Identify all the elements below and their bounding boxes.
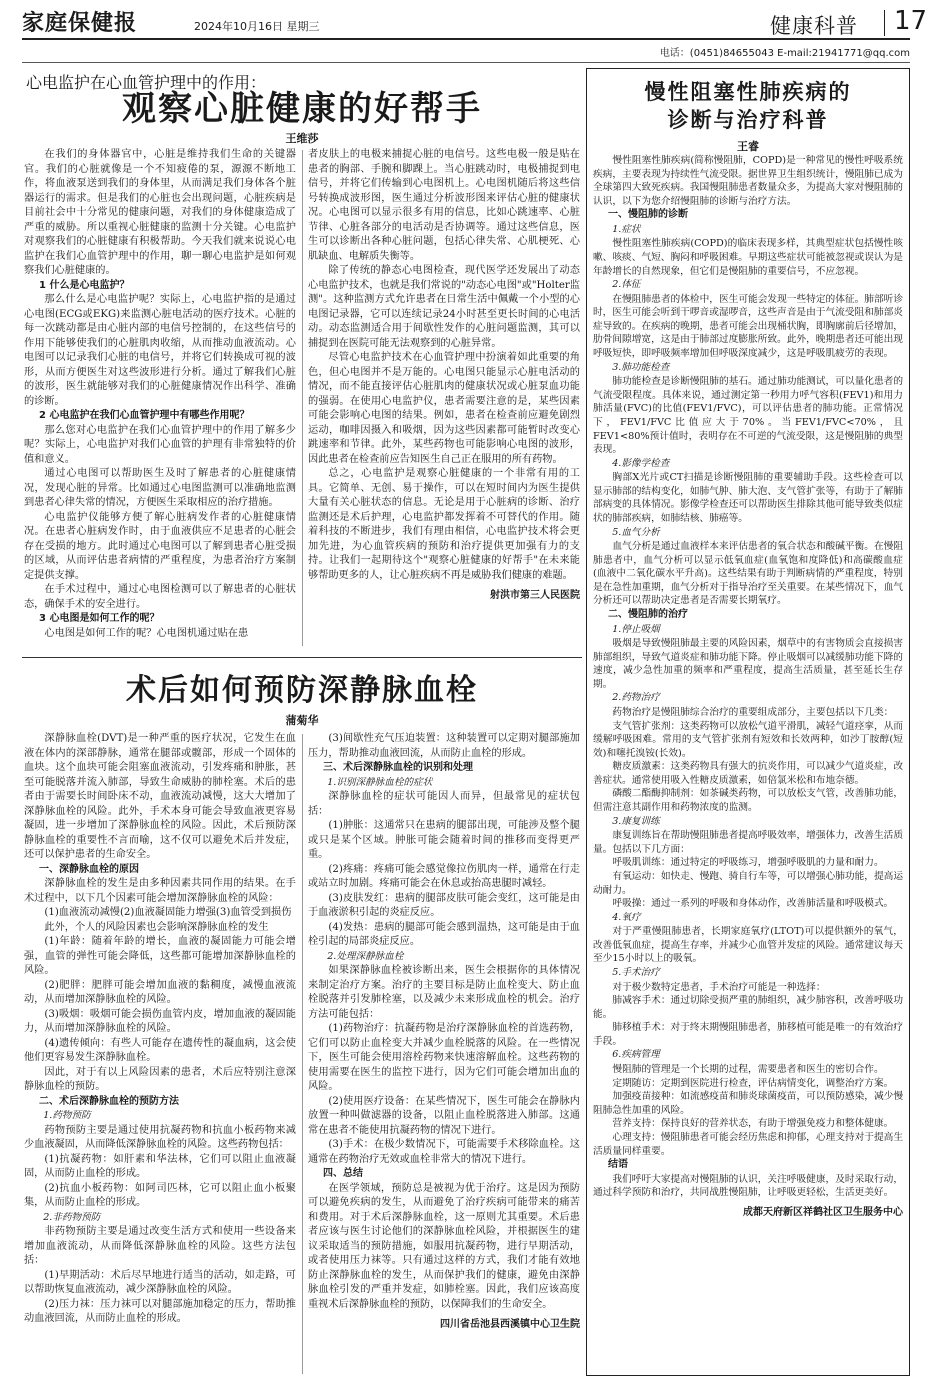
paragraph: 吸烟是导致慢阻肺最主要的风险因素，烟草中的有害物质会直接损害肺部组织，导致气道炎症和肺功能下降。停止吸烟可以减缓肺功能下降的速度，减少急性加重的频率和严重程度，提高生活质量，甚至延长生存期。 [593,638,903,690]
paragraph: 我们呼吁大家提高对慢阻肺的认识，关注呼吸健康，及时采取行动，通过科学预防和治疗，共同战胜慢阻肺，让呼吸更轻松，生活更美好。 [593,1173,903,1199]
section-heading: 结语 [608,1159,628,1171]
paragraph: 深静脉血栓(DVT)是一种严重的医疗状况，它发生在血液在体内的深部静脉，通常在腿部或髋部，形成一个固体的血块。这个血块可能会阻塞血液流动，引发疼痛和肿胀，甚至可能脱落并流入肺部，导致生命威胁的肺栓塞。术后的患者由于需要长时间卧床不动，血液流动减慢，这大大增加了深静脉血栓的风险。此外，手术本身可能会导致血液更容易凝固，进一步增加了深静脉血栓的风险。因此，术后预防深静脉血栓的重要性不言而喻，这不仅可以避免术后并发症，还可以保护患者的生命安全。 [24,733,296,860]
paragraph: 加强疫苗接种：如流感疫苗和肺炎球菌疫苗，可以预防感染，减少慢阻肺急性加重的风险。 [593,1091,903,1116]
paragraph: 慢阻肺的管理是一个长期的过程，需要患者和医生的密切合作。 [612,1063,884,1075]
paragraph: 血气分析是通过血液样本来评估患者的氧合状态和酸碱平衡。在慢阻肺患者中，血气分析可以显示低氧血症(血氧饱和度降低)和高碳酸血症(血液中二氧化碳水平升高)。这些结果有助于判断病情的严重程度，特别是在急性加重期，血气分析对于指导治疗至关重要。在某些情况下，血气分析还可以帮助决定患者是否需要长期氧疗。 [593,541,903,607]
paragraph: 除了传统的静态心电图检查，现代医学还发展出了动态心电监护技术，也就是我们常说的"动态心电图"或"Holter监测"。这种监测方式允许患者在日常生活中佩戴一个小型的心电图记录器，它可以连续记录24小时甚至更长时间的心电活动。动态监测适合用于间歇性发作的心脏问题监测，其可以捕捉到在医院可能无法观察到的心脏异常。 [308,265,580,349]
paragraph: 糖皮质激素：这类药物具有强大的抗炎作用，可以减少气道炎症，改善症状。通常使用吸入性糖皮质激素，如倍氯米松和布地奈德。 [593,761,903,786]
section-heading: 一、慢阻肺的诊断 [608,209,688,221]
subsection-heading: 1.停止吸烟 [612,623,660,635]
paragraph: 对于严重慢阻肺患者，长期家庭氧疗(LTOT)可以提供额外的氧气，改善低氧血症，提高生存率，并减少心血管并发症的风险。通常建议每天至少15小时以上的吸氧。 [593,926,903,965]
paragraph: 肺功能检查是诊断慢阻肺的基石。通过肺功能测试，可以量化患者的气流受限程度。具体来说，通过测定第一秒用力呼气容积(FEV1)和用力肺活量(FVC)的比值(FEV1/FVC)，可以评估患者的肺功能。正常情况下，FEV1/FVC比值应大于70%。当FEV1/FVC<70%，且FEV1<80%预计值时，表明存在不可逆的气流受限，这是慢阻肺的典型表现。 [593,376,903,456]
article3-author: 王睿 [737,140,759,153]
subsection-heading: 3.康复训练 [612,815,660,827]
paragraph: 磷酸二酯酶抑制剂：如茶碱类药物，可以放松支气管，改善肺功能，但需注意其副作用和药物浓度的监测。 [593,788,903,814]
paragraph: (4)遗传倾向：有些人可能存在遗传性的凝血病，这会使他们更容易发生深静脉血栓。 [24,1037,296,1063]
contact-line: 电话：(0451)84655043 E-mail:21941771@qq.com [22,44,910,63]
subsection-heading: 2.体征 [612,279,641,291]
author-affiliation: 成都天府新区祥鹤社区卫生服务中心 [743,1206,903,1218]
paragraph: 此外，个人的风险因素也会影响深静脉血栓的发生 [44,921,269,933]
section-heading: 1 什么是心电监护？ [39,279,130,291]
paragraph: 深静脉血栓的发生是由多种因素共同作用的结果。在手术过程中，以下几个因素可能会增加深静脉血栓的风险： [24,878,296,904]
article-separator [22,657,582,658]
subsection-heading: 3.肺功能检查 [612,361,670,373]
paragraph: 在慢阻肺患者的体检中，医生可能会发现一些特定的体征。肺部听诊时，医生可能会听到干啰音或湿啰音，这些声音是由于气流受阻和肺部炎症导致的。在疾病的晚期，患者可能会出现桶状胸，即胸廓前后径增加，肋骨间隙增宽，这是由于肺部过度膨胀所致。此外，晚期患者还可能出现呼吸短快，即呼吸频率增加但呼吸深度减少，这是呼吸肌疲劳的表现。 [593,293,903,360]
paragraph: 非药物预防主要是通过改变生活方式和使用一些设备来增加血液流动，从而降低深静脉血栓的风险。这些方法包括： [24,1226,296,1266]
author-affiliation: 射洪市第三人民医院 [490,590,580,601]
section-heading: 二、术后深静脉血栓的预防方法 [39,1095,179,1107]
paragraph: 总之，心电监护是观察心脏健康的一个非常有用的工具。它简单、无创、易于操作，可以在短时间内为医生提供大量有关心脏状态的信息。无论是用于心脏病的诊断、治疗监测还是术后护理，心电监护都发挥着不可替代的作用。随着科技的不断进步，我们有理由相信，心电监护技术将会更加先进，为心血管疾病的预防和治疗提供更加强有力的支持。让我们一起期待这个"观察心脏健康的好帮手"在未来能够帮助更多的人，让心脏疾病不再是威胁我们健康的难题。 [308,468,580,581]
article2-column-2 [308,732,580,1380]
paragraph: 药物治疗是慢阻肺综合治疗的重要组成部分，主要包括以下几类： [612,706,894,718]
subsection-heading: 6.疾病管理 [612,1049,660,1061]
paragraph: 呼吸肌训练：通过特定的呼吸练习，增强呼吸肌的力量和耐力。 [612,857,884,869]
subsection-heading: 1.症状 [612,223,641,235]
article1-title: 观察心脏健康的好帮手 [122,89,482,129]
paragraph: 在手术过程中，通过心电图检测可以了解患者的心脏状态，确保手术的安全进行。 [24,584,296,610]
paragraph: (3)间歇性充气压迫装置：这种装置可以定期对腿部施加压力，帮助推动血液回流，从而防止血栓的形成。 [308,733,580,759]
paragraph: (1)年龄：随着年龄的增长，血液的凝固能力可能会增强，血管的弹性可能会降低，这些都可能增加深静脉血栓的风险。 [24,936,296,976]
paragraph: 支气管扩张剂：这类药物可以放松气道平滑肌，减轻气道痉挛，从而缓解呼吸困难。常用的支气管扩张剂有短效和长效两种，如沙丁胺醇(短效)和噻托溴铵(长效)。 [593,720,903,759]
subsection-heading: 2.药物治疗 [612,692,660,704]
article1-author: 王维莎 [285,132,319,145]
paragraph: (1)药物治疗：抗凝药物是治疗深静脉血栓的首选药物，它们可以防止血栓变大并减少血栓脱落的风险。在一些情况下，医生可能会使用溶栓药物来快速溶解血栓。这些药物的使用需要在医生的监控下进行，因为它们可能会增加出血的风险。 [308,1023,580,1092]
subsection-heading: 2.非药物预防 [43,1211,101,1223]
paragraph: 者皮肤上的电极来捕捉心脏的电信号。这些电极一般是贴在患者的胸部、手腕和脚踝上。当心脏跳动时，电极捕捉到电信号，并将它们传输到心电图机上。心电图机随后将这些信号转换成波形图，医生通过分析波形图来评估心脏的健康状况。心电图可以显示很多有用的信息，比如心跳速率、心脏节律、心脏各部分的电活动是否协调等。通过这些信息，医生可以诊断出各种心脏问题，包括心律失常、心肌梗死、心肌缺血、电解质失衡等。 [308,149,580,262]
paragraph: (1)血液流动减慢(2)血液凝固能力增强(3)血管受到损伤 [44,907,292,918]
paragraph: 有氧运动：如快走、慢跑、骑自行车等，可以增强心肺功能，提高运动耐力。 [593,870,903,896]
paragraph: (1)早期活动：术后尽早地进行适当的活动，如走路，可以帮助恢复血液流动，减少深静脉血栓的风险。 [24,1269,296,1295]
article3-title-line2: 诊断与治疗科普 [667,107,829,132]
author-affiliation: 四川省岳池县西溪镇中心卫生院 [440,1319,580,1330]
paragraph: 那么您对心电监护在我们心血管护理中的作用了解多少呢？实际上，心电监护对我们心血管的护理有非常独特的价值和意义。 [24,424,296,465]
paragraph: 慢性阻塞性肺疾病(COPD)的临床表现多样，其典型症状包括慢性咳嗽、咳痰、气短、胸闷和呼吸困难。早期这些症状可能被忽视或误认为是年龄增长的自然现象，但它们是慢阻肺的重要信号，不应忽视。 [593,238,903,277]
article1-column-1 [24,148,296,648]
paragraph: 对于极少数特定患者，手术治疗可能是一种选择： [612,981,826,993]
paragraph: 尽管心电监护技术在心血管护理中扮演着如此重要的角色，但心电图并不是万能的。心电图只能显示心脏电活动的情况，而不能直接评估心脏肌肉的健康状况或心脏泵血功能的强弱。在使用心电监护仪，患者需要注意的是，某些因素可能会影响心电图的结果。例如，患者在检查前应避免剧烈运动，咖啡因摄入和吸烟，因为这些因素都可能暂时改变心跳速率和节律。此外，某些药物也可能影响心电图的波形，因此患者在检查前应告知医生自己正在服用的所有药物。 [308,352,580,465]
paragraph: 定期随访：定期到医院进行检查，评估病情变化，调整治疗方案。 [612,1077,894,1089]
paragraph: (3)吸烟：吸烟可能会损伤血管内皮，增加血液的凝固能力，从而增加深静脉血栓的风险。 [24,1008,296,1034]
newspaper-name: 家庭保健报 [22,11,138,36]
article1-kicker: 心电监护在心血管护理中的作用： [26,73,267,92]
article2-author: 蒲菊华 [285,714,319,727]
section-name: 健康科普 [770,14,858,38]
subsection-heading: 5.手术治疗 [612,967,660,978]
subsection-heading: 5.血气分析 [612,526,660,538]
paragraph: 肺移植手术：对于终末期慢阻肺患者，肺移植可能是唯一的有效治疗手段。 [593,1022,903,1047]
paragraph: (2)疼痛：疼痛可能会感觉像拉伤肌肉一样，通常在行走或站立时加剧。疼痛可能会在休息或抬高患腿时减轻。 [308,863,580,889]
paragraph: 通过心电图可以帮助医生及时了解患者的心脏健康情况，发现心脏的异常。比如通过心电图监测可以准确地监测到患者心律失常的情况，方便医生采取相应的治疗措施。 [24,468,296,508]
column-divider [302,150,303,646]
article2-title: 术后如何预防深静脉血栓 [126,673,478,708]
paragraph: 在我们的身体器官中，心脏是维持我们生命的关键器官。我们的心脏就像是一个不知疲倦的泵，源源不断地工作，将血液泵送到我们的身体里，从而满足我们身体各个脏器运行的需求。但是我们的心脏也会出现问题，心脏疾病是目前社会中十分常见的健康问题，对我们的身体健康造成了严重的威胁。所以重视心脏健康的监测十分关键。心电监护对观察我们的心脏健康有积极帮助。今天我们就来说说心电监护在我们心血管护理中的作用，聊一聊心电监护是如何观察我们心脏健康的。 [24,149,296,276]
masthead-divider [884,10,885,36]
section-heading: 三、术后深静脉血栓的识别和处理 [323,762,473,773]
paragraph: 那么什么是心电监护呢？实际上，心电监护指的是通过心电图(ECG或EKG)来监测心脏电活动的医疗技术。心脏的每一次跳动都是由心脏内部的电信号控制的，在这些信号的作用下能够使我们的心脏肌肉收缩，从而推动血液流动。心电图可以记录我们心脏的电信号，并将它们转换成可视的波形，从而方便医生对这些波形进行分析。通过了解我们心脏的波形，医生就能够对我们的心脏健康情况作出科学、准确的诊断。 [24,294,296,407]
paragraph: (2)压力袜：压力袜可以对腿部施加稳定的压力，帮助推动血液回流，从而防止血栓的形成。 [24,1298,296,1324]
paragraph: 在医学领域，预防总是被视为优于治疗。这是因为预防可以避免疾病的发生，从而避免了治疗疾病可能带来的痛苦和费用。对于术后深静脉血栓，这一原则尤其重要。术后患者应该与医生讨论他们的深静脉血栓风险，并根据医生的建议采取适当的预防措施，如服用抗凝药物，进行早期活动，或者使用压力袜等。只有通过这样的方式，我们才能有效地防止深静脉血栓的发生，从而保护我们的健康，避免由深静脉血栓引发的严重并发症，如肺栓塞。因此，我们应该高度重视术后深静脉血栓的预防，以保障我们的生命安全。 [308,1182,580,1310]
masthead [22,6,928,40]
paragraph: (4)发热：患病的腿部可能会感到温热，这可能是由于血栓引起的局部炎症反应。 [308,921,580,947]
paragraph: 心理支持：慢阻肺患者可能会经历焦虑和抑郁，心理支持对于提高生活质量同样重要。 [593,1131,903,1157]
section-heading: 3 心电图是如何工作的呢？ [39,613,160,624]
section-heading: 一、深静脉血栓的原因 [39,863,139,875]
paragraph: 肺减容手术：通过切除受损严重的肺组织，减少肺容积，改善呼吸功能。 [593,995,903,1020]
paragraph: 因此，对于有以上风险因素的患者，术后应特别注意深静脉血栓的预防。 [24,1066,296,1092]
paragraph: (1)抗凝药物：如肝素和华法林，它们可以阻止血液凝固，从而防止血栓的形成。 [24,1153,296,1179]
issue-date: 2024年10月16日 星期三 [194,20,320,33]
article2-column-1 [24,732,296,1378]
paragraph: 如果深静脉血栓被诊断出来，医生会根据你的具体情况来制定治疗方案。治疗的主要目标是防止血栓变大、防止血栓脱落并引发肺栓塞，以及减少未来形成血栓的机会。治疗方法可能包括： [308,965,580,1020]
article3-body [593,154,903,1372]
article1-column-2 [308,148,580,653]
paragraph: 胸部X光片或CT扫描是诊断慢阻肺的重要辅助手段。这些检查可以显示肺部的结构变化，如肺气肿、肺大泡、支气管扩张等，有助于了解肺部病变的具体情况。影像学检查还可以帮助医生排除其他可能导致类似症状的肺部疾病，如肺结核、肺癌等。 [593,472,903,524]
paragraph: 心电监护仪能够方便了解心脏病发作者的心脏健康情况。在患者心脏病发作时，由于血液供应不足患者的心脏会存在受损的地方。此时通过心电图可以了解到患者心脏受损的区域，从而评估患者病情的严重程度，为患者治疗方案制定提供支撑。 [24,511,296,581]
paragraph: (1)肿胀：这通常只在患病的腿部出现，可能涉及整个腿或只是某个区域。肿胀可能会随着时间的推移而变得更严重。 [308,820,580,860]
paragraph: 深静脉血栓的症状可能因人而异，但最常见的症状包括： [308,791,580,817]
article3-title-line1: 慢性阻塞性肺疾病的 [644,79,852,104]
subsection-heading: 1.识别深静脉血栓的症状 [327,776,433,788]
paragraph: (3)手术：在极少数情况下，可能需要手术移除血栓。这通常在药物治疗无效或血栓非常大的情况下进行。 [308,1139,580,1165]
paragraph: (3)皮肤发红：患病的腿部皮肤可能会变红，这可能是由于血液淤积引起的炎症反应。 [308,892,580,918]
section-heading: 2 心电监护在我们心血管护理中有哪些作用呢？ [39,410,250,421]
paragraph: (2)抗血小板药物：如阿司匹林，它可以阻止血小板聚集，从而防止血栓的形成。 [24,1182,296,1208]
section-heading: 二、慢阻肺的治疗 [608,609,688,621]
subsection-heading: 4.影像学检查 [612,457,670,469]
paragraph: 康复训练旨在帮助慢阻肺患者提高呼吸效率，增强体力，改善生活质量。包括以下几方面： [593,830,903,855]
paragraph: 呼吸操：通过一系列的呼吸和身体动作，改善肺活量和呼吸模式。 [612,898,894,910]
column-divider [302,734,303,1374]
paragraph: 心电图是如何工作的呢？心电图机通过贴在患 [44,627,249,639]
paragraph: 慢性阻塞性肺疾病(简称慢阻肺，COPD)是一种常见的慢性呼吸系统疾病，主要表现为持续性气流受限。据世界卫生组织统计，慢阻肺已成为全球第四大致死疾病。我国慢阻肺患者数量众多，为提高大家对慢阻肺的认识，以下为您介绍慢阻肺的诊断与治疗方法。 [593,155,903,207]
page-number: 17 [894,6,928,36]
paragraph: (2)肥胖：肥胖可能会增加血液的黏稠度，减慢血液流动，从而增加深静脉血栓的风险。 [24,979,296,1005]
paragraph: 药物预防主要是通过使用抗凝药物和抗血小板药物来减少血液凝固，从而降低深静脉血栓的风险。这些药物包括： [24,1124,296,1150]
subsection-heading: 1.药物预防 [43,1110,91,1121]
subsection-heading: 2.处理深静脉血栓 [327,950,404,962]
paragraph: 营养支持：保持良好的营养状态，有助于增强免疫力和整体健康。 [612,1118,894,1130]
subsection-heading: 4.氧疗 [612,911,641,923]
section-heading: 四、总结 [323,1168,363,1179]
paragraph: (2)使用医疗设备：在某些情况下，医生可能会在静脉内放置一种叫做滤器的设备，以阻止血栓脱落进入肺部。这通常在患者不能使用抗凝药物的情况下进行。 [308,1095,580,1136]
